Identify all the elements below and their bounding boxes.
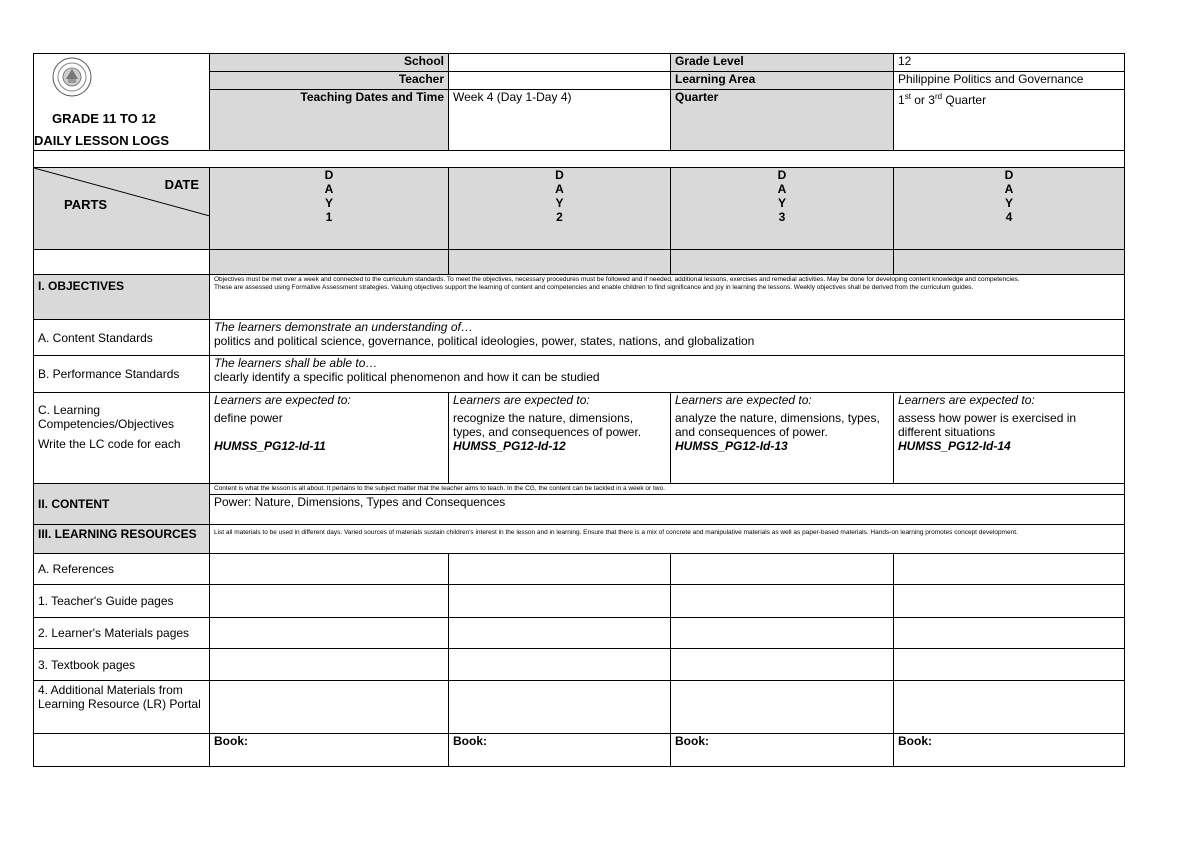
competencies-label: C. Learning Competencies/Objectives (38, 403, 175, 431)
add-day-2[interactable] (449, 681, 671, 734)
parts-label: PARTS (64, 197, 108, 212)
tg-day-1[interactable] (210, 585, 449, 618)
day-letter-d: D (777, 168, 787, 182)
quarter-sup-b: rd (934, 92, 943, 102)
band-label-cell (34, 250, 210, 275)
lc-code: HUMSS_PG12-Id-12 (453, 439, 566, 453)
day-letter-a: A (324, 182, 334, 196)
dates-label: Teaching Dates and Time (210, 90, 449, 151)
day-2-header (449, 168, 671, 250)
objectives-label: I. OBJECTIVES (34, 275, 210, 320)
competencies-label-cell (34, 393, 210, 484)
book-day-2[interactable]: Book: (449, 734, 671, 767)
day-letter-y: Y (324, 196, 333, 210)
competency-day-1 (210, 393, 449, 484)
band-cell (449, 250, 671, 275)
content-standards-text: politics and political science, governance, political ideologies, power, states, nations, and globalization (214, 334, 755, 348)
book-label-cell (34, 734, 210, 767)
lm-day-3[interactable] (671, 618, 894, 649)
references-day-3[interactable] (671, 554, 894, 585)
grade-level-label: Grade Level (671, 54, 894, 72)
objectives-note-2: These are assessed using Formative Assessment strategies. Valuing objectives support the learning of content and competencies and enable children to find significance and joy in learning the lessons. Weekly objectives shall be derived from the curriculum guides. (214, 284, 974, 291)
tb-day-2[interactable] (449, 649, 671, 681)
band-cell (671, 250, 894, 275)
tb-day-4[interactable] (894, 649, 1125, 681)
competency-text: define power (214, 411, 283, 425)
date-label: DATE (164, 177, 199, 192)
additional-materials-label: 4. Additional Materials from Learning Resource (LR) Portal (34, 681, 210, 734)
competency-intro: Learners are expected to: (214, 393, 351, 407)
quarter-sup-a: st (904, 92, 911, 102)
resources-label: III. LEARNING RESOURCES (34, 525, 210, 554)
content-standards-cell (210, 320, 1125, 356)
lc-code: HUMSS_PG12-Id-14 (898, 439, 1011, 453)
teachers-guide-label: 1. Teacher's Guide pages (34, 585, 210, 618)
content-cell (210, 484, 1125, 525)
lm-day-4[interactable] (894, 618, 1125, 649)
day-4-header (894, 168, 1125, 250)
grade-level-value[interactable]: 12 (894, 54, 1125, 72)
competency-text: recognize the nature, dimensions, types, and consequences of power. (453, 411, 642, 439)
tg-day-3[interactable] (671, 585, 894, 618)
daily-lesson-log-table (33, 53, 1125, 767)
quarter-num-a: 1 (898, 93, 905, 108)
book-day-1[interactable]: Book: (210, 734, 449, 767)
competency-day-2 (449, 393, 671, 484)
competency-day-3 (671, 393, 894, 484)
quarter-label: Quarter (671, 90, 894, 151)
learners-materials-label: 2. Learner's Materials pages (34, 618, 210, 649)
content-standards-intro: The learners demonstrate an understanding of… (214, 320, 473, 334)
school-label: School (210, 54, 449, 72)
day-letter-y: Y (1004, 196, 1013, 210)
competency-intro: Learners are expected to: (453, 393, 590, 407)
teacher-label: Teacher (210, 71, 449, 90)
objectives-note-1: Objectives must be met over a week and connected to the curriculum standards. To meet the objectives, necessary procedures must be followed and if needed, additional lessons, exercises and remedial activities. May be done for developing content knowledge and competencies. (214, 276, 1020, 283)
day-number: 2 (556, 210, 563, 224)
day-3-header (671, 168, 894, 250)
objectives-note (210, 275, 1125, 320)
performance-standards-label: B. Performance Standards (34, 356, 210, 393)
tg-day-4[interactable] (894, 585, 1125, 618)
content-text: Power: Nature, Dimensions, Types and Consequences (214, 495, 506, 509)
performance-standards-intro: The learners shall be able to… (214, 356, 378, 370)
learning-area-label: Learning Area (671, 71, 894, 90)
teacher-value[interactable] (449, 71, 671, 90)
date-parts-cell (34, 168, 210, 250)
tb-day-3[interactable] (671, 649, 894, 681)
learning-area-value[interactable]: Philippine Politics and Governance (894, 71, 1125, 90)
references-day-2[interactable] (449, 554, 671, 585)
day-letter-a: A (777, 182, 787, 196)
add-day-3[interactable] (671, 681, 894, 734)
day-letter-a: A (1004, 182, 1014, 196)
competency-intro: Learners are expected to: (675, 393, 812, 407)
day-letter-d: D (555, 168, 564, 182)
add-day-1[interactable] (210, 681, 449, 734)
content-note: Content is what the lesson is all about. It pertains to the subject matter that the teacher aims to teach. In the CG, the content can be tackled in a week or two. (210, 484, 1124, 495)
book-day-3[interactable]: Book: (671, 734, 894, 767)
competency-intro: Learners are expected to: (898, 393, 1035, 407)
resources-note: List all materials to be used in different days. Varied sources of materials sustain children's interest in the lesson and in learning. Ensure that there is a mix of concrete and manipulative materials as well as paper-based materials. Hands-on learning promotes concept development. (210, 525, 1125, 554)
day-letter-y: Y (777, 196, 786, 210)
content-label: II. CONTENT (34, 484, 210, 525)
spacer-row (34, 151, 1125, 168)
quarter-mid: or 3 (910, 93, 935, 108)
deped-seal-icon (52, 57, 92, 97)
header-logo-cell (34, 54, 210, 151)
grade-title: GRADE 11 TO 12 (52, 111, 156, 126)
tg-day-2[interactable] (449, 585, 671, 618)
performance-standards-text: clearly identify a specific political phenomenon and how it can be studied (214, 370, 600, 384)
day-letter-a: A (555, 182, 564, 196)
school-value[interactable] (449, 54, 671, 72)
day-number: 4 (1005, 210, 1013, 224)
lc-code-instruction: Write the LC code for each (38, 437, 181, 451)
lm-day-2[interactable] (449, 618, 671, 649)
day-letter-d: D (1004, 168, 1014, 182)
references-label: A. References (34, 554, 210, 585)
day-1-header (210, 168, 449, 250)
dll-title: DAILY LESSON LOGS (34, 133, 170, 148)
content-standards-label: A. Content Standards (34, 320, 210, 356)
add-day-4[interactable] (894, 681, 1125, 734)
lc-code: HUMSS_PG12-Id-11 (214, 439, 326, 453)
quarter-end: Quarter (942, 93, 987, 108)
book-day-4[interactable]: Book: (894, 734, 1125, 767)
day-letter-y: Y (555, 196, 564, 210)
competency-day-4 (894, 393, 1125, 484)
band-cell (894, 250, 1125, 275)
dates-value[interactable]: Week 4 (Day 1-Day 4) (449, 90, 671, 151)
competency-text: analyze the nature, dimensions, types, and consequences of power. (675, 411, 880, 439)
textbook-label: 3. Textbook pages (34, 649, 210, 681)
band-cell (210, 250, 449, 275)
day-number: 3 (778, 210, 786, 224)
performance-standards-cell (210, 356, 1125, 393)
day-number: 1 (325, 210, 333, 224)
quarter-value[interactable] (894, 90, 1125, 151)
references-day-4[interactable] (894, 554, 1125, 585)
lc-code: HUMSS_PG12-Id-13 (675, 439, 788, 453)
day-letter-d: D (324, 168, 334, 182)
tb-day-1[interactable] (210, 649, 449, 681)
lm-day-1[interactable] (210, 618, 449, 649)
references-day-1[interactable] (210, 554, 449, 585)
competency-text: assess how power is exercised in different situations (898, 411, 1077, 439)
